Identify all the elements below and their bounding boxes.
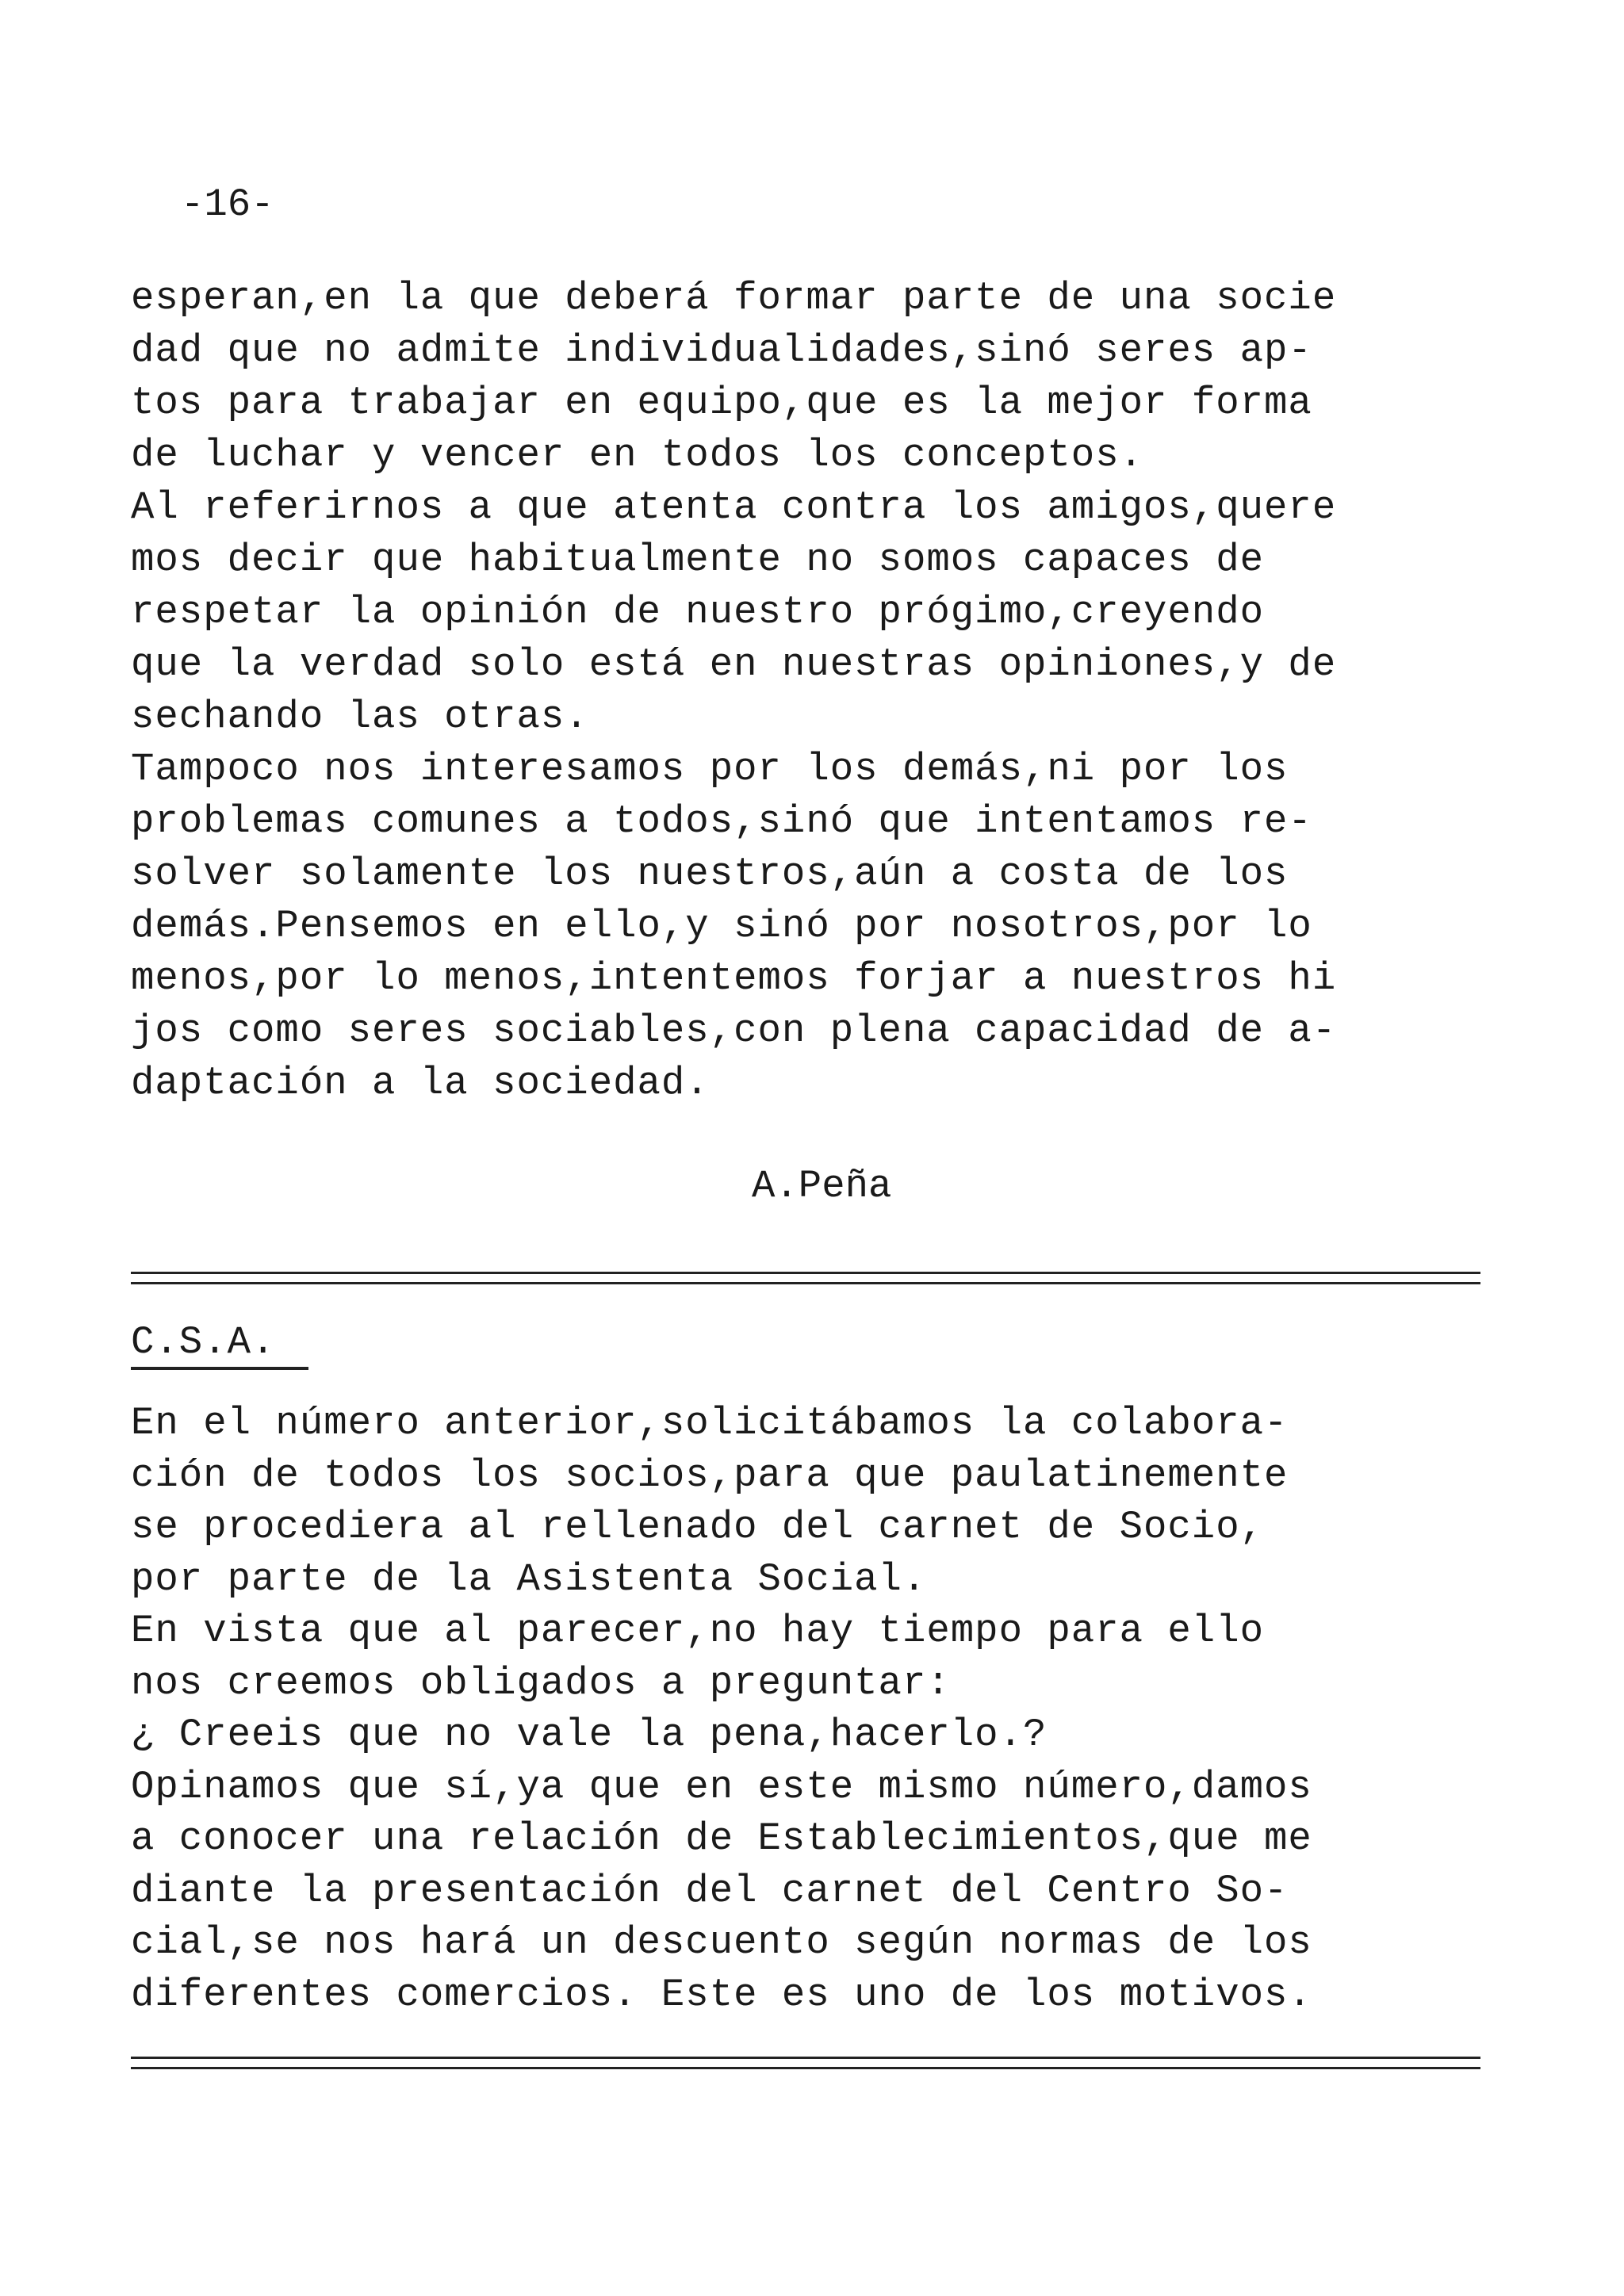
article-line: daptación a la sociedad.	[131, 1061, 710, 1105]
section-line: cial,se nos hará un descuento según normas de los	[131, 1920, 1312, 1965]
section-line: diferentes comercios. Este es uno de los motivos.	[131, 1972, 1312, 2017]
article-line: Tampoco nos interesamos por los demás,ni por los	[131, 747, 1289, 791]
section-line: ción de todos los socios,para que paulatinemente	[131, 1452, 1289, 1498]
article-line: mos decir que habitualmente no somos capaces de	[131, 538, 1265, 582]
article-line: solver solamente los nuestros,aún a costa de los	[131, 851, 1289, 896]
article-line: de luchar y vencer en todos los conceptos.	[131, 433, 1144, 477]
article-line: respetar la opinión de nuestro prógimo,creyendo	[131, 590, 1265, 634]
article-line: que la verdad solo está en nuestras opiniones,y de	[131, 642, 1337, 687]
heading-underline	[131, 1367, 308, 1370]
article-line: esperan,en la que deberá formar parte de una socie	[131, 276, 1337, 320]
page-number: -16-	[181, 182, 274, 227]
section-line: se procediera al rellenado del carnet de Socio,	[131, 1505, 1265, 1549]
double-rule-divider	[131, 1272, 1480, 1284]
section-line: a conocer una relación de Establecimientos,que me	[131, 1816, 1312, 1861]
article-line: sechando las otras.	[131, 695, 589, 739]
section-line: ¿ Creeis que no vale la pena,hacerlo.?	[131, 1712, 1048, 1757]
section-line: nos creemos obligados a preguntar:	[131, 1660, 951, 1705]
article-body	[131, 272, 1495, 1109]
article-line: dad que no admite individualidades,sinó seres ap-	[131, 328, 1312, 373]
author-signature: A.Peña	[752, 1164, 892, 1208]
article-line: demás.Pensemos en ello,y sinó por nosotros,por lo	[131, 904, 1312, 948]
article-line: menos,por lo menos,intentemos forjar a nuestros hi	[131, 956, 1337, 1001]
section-body	[131, 1398, 1495, 2021]
article-line: problemas comunes a todos,sinó que intentamos re-	[131, 799, 1312, 844]
article-line: tos para trabajar en equipo,que es la mejor forma	[131, 381, 1312, 425]
article-line: Al referirnos a que atenta contra los amigos,quere	[131, 485, 1337, 530]
section-heading: C.S.A.	[131, 1320, 276, 1364]
section-line: por parte de la Asistenta Social.	[131, 1556, 927, 1601]
article-line: jos como seres sociables,con plena capacidad de a-	[131, 1008, 1337, 1053]
section-line: Opinamos que sí,ya que en este mismo número,damos	[131, 1764, 1312, 1809]
section-line: En el número anterior,solicitábamos la colabora-	[131, 1401, 1289, 1445]
section-line: En vista que al parecer,no hay tiempo para ello	[131, 1609, 1265, 1653]
section-line: diante la presentación del carnet del Centro So-	[131, 1868, 1289, 1913]
double-rule-divider	[131, 2057, 1480, 2069]
